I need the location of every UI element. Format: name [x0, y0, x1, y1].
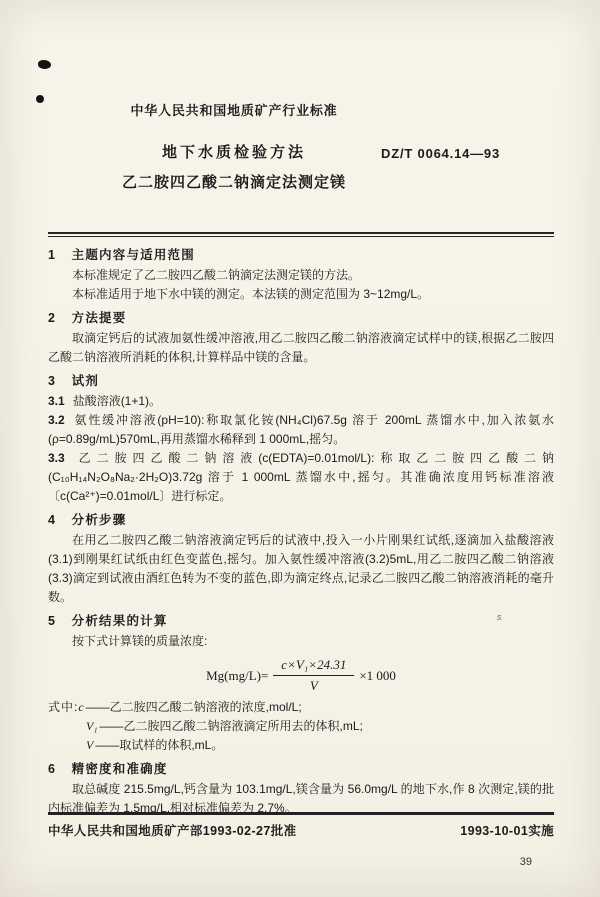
where-line-v1 [48, 717, 554, 736]
clause-3-3 [48, 449, 554, 506]
scan-artifact-left [36, 95, 44, 103]
section-4-number: 4 [48, 513, 55, 527]
clause-3-2-text: 氨性缓冲溶液(pH=10):称取氯化铵(NH₄Cl)67.5g 溶于 200mL 蒸馏水中,加入浓氨水(ρ=0.89g/mL)570mL,再用蒸馏水稀释到 1 000mL,摇匀。 [48, 413, 554, 446]
section-3-number: 3 [48, 374, 55, 388]
where-label: 式中: [48, 700, 79, 714]
where-line-c [48, 698, 554, 717]
section-2-number: 2 [48, 311, 55, 325]
section-5-number: 5 [48, 614, 55, 628]
clause-3-1-number: 3.1 [48, 394, 65, 408]
section-1-paragraph-1: 本标准规定了乙二胺四乙酸二钠滴定法测定镁的方法。 [72, 268, 361, 282]
formula-intro: 按下式计算镁的质量浓度: [72, 634, 208, 648]
section-1-title: 主题内容与适用范围 [71, 248, 195, 262]
where-desc-v1: ——乙二胺四乙酸二钠溶液滴定所用去的体积,mL; [99, 719, 363, 733]
section-3-title: 试剂 [71, 374, 100, 388]
formula-suffix: ×1 000 [359, 667, 396, 683]
where-desc-v: ——取试样的体积,mL。 [95, 738, 224, 752]
footer [48, 821, 554, 839]
section-2-heading [48, 310, 554, 326]
implementation-date: 1993-10-01实施 [460, 824, 554, 838]
document-subtitle: 乙二胺四乙酸二钠滴定法测定镁 [121, 174, 346, 191]
section-6-heading [48, 761, 554, 777]
page-number: 39 [519, 856, 532, 868]
where-desc-c: ——乙二胺四乙酸二钠溶液的浓度,mol/L; [85, 700, 302, 714]
page-content [48, 0, 554, 818]
section-1-number: 1 [48, 248, 55, 262]
where-line-v [48, 736, 554, 755]
formula-lhs: Mg(mg/L)= [206, 667, 269, 683]
where-var-v: V [86, 738, 94, 752]
section-6-number: 6 [48, 762, 55, 776]
section-2-paragraph-1: 取滴定钙后的试液加氨性缓冲溶液,用乙二胺四乙酸二钠溶液滴定试样中的镁,根据乙二胺四乙酸二钠溶液所消耗的体积,计算样品中镁的含量。 [48, 331, 554, 364]
header-rule [48, 232, 554, 237]
formula-numerator: c×V₁×24.31 [273, 657, 354, 676]
document-title: 地下水质检验方法 [161, 144, 306, 161]
clause-3-3-number: 3.3 [48, 451, 65, 465]
section-5-heading [48, 613, 554, 629]
where-var-v1: V₁ [86, 719, 98, 733]
section-4-heading [48, 512, 554, 528]
clause-3-1 [48, 392, 554, 411]
section-1-paragraph-2: 本标准适用于地下水中镁的测定。本法镁的测定范围为 3~12mg/L。 [72, 287, 430, 301]
formula-denominator: V [309, 678, 318, 693]
footer-rule [48, 812, 554, 815]
section-6-paragraph-1: 取总碱度 215.5mg/L,钙含量为 103.1mg/L,镁含量为 56.0mg/L 的地下水,作 8 次测定,镁的批内标准偏差为 1.5mg/L,相对标准偏差为 2.7%。 [48, 782, 554, 815]
section-1-heading [48, 247, 554, 263]
formula-fraction [273, 657, 354, 694]
section-6-title: 精密度和准确度 [71, 762, 168, 776]
clause-3-1-text: 盐酸溶液(1+1)。 [72, 394, 162, 408]
section-4-title: 分析步骤 [71, 513, 127, 527]
standard-number: DZ/T 0064.14—93 [381, 146, 500, 161]
clause-3-3-text: 乙二胺四乙酸二钠溶液(c(EDTA)=0.01mol/L):称取乙二胺四乙酸二钠(C₁₀H₁₄N₂O₈Na₂·2H₂O)3.72g 溶于 1 000mL 蒸馏水中,摇匀。其准确浓度用钙标准溶液〔c(Ca²⁺)=0.01mol/L〕进行标定。 [48, 451, 554, 503]
section-5-title: 分析结果的计算 [71, 614, 168, 628]
section-2-title: 方法提要 [71, 311, 127, 325]
section-4-paragraph-1: 在用乙二胺四乙酸二钠溶液滴定钙后的试液中,投入一小片刚果红试纸,逐滴加入盐酸溶液(3.1)到刚果红试纸由红色变蓝色,摇匀。加入氨性缓冲溶液(3.2)5mL,用乙二胺四乙酸二钠溶液(3.3)滴定到试液由酒红色转为不变的蓝色,即为滴定终点,记录乙二胺四乙酸二钠溶液消耗的毫升数。 [48, 533, 554, 604]
clause-3-2-number: 3.2 [48, 413, 65, 427]
magnesium-concentration-formula [48, 657, 554, 694]
standard-org-line: 中华人民共和国地质矿产行业标准 [130, 103, 338, 118]
scan-speck: s [497, 612, 502, 622]
section-3-heading [48, 373, 554, 389]
clause-3-2 [48, 411, 554, 449]
where-var-c: c [78, 700, 84, 714]
approval-text: 中华人民共和国地质矿产部1993-02-27批准 [48, 824, 297, 838]
